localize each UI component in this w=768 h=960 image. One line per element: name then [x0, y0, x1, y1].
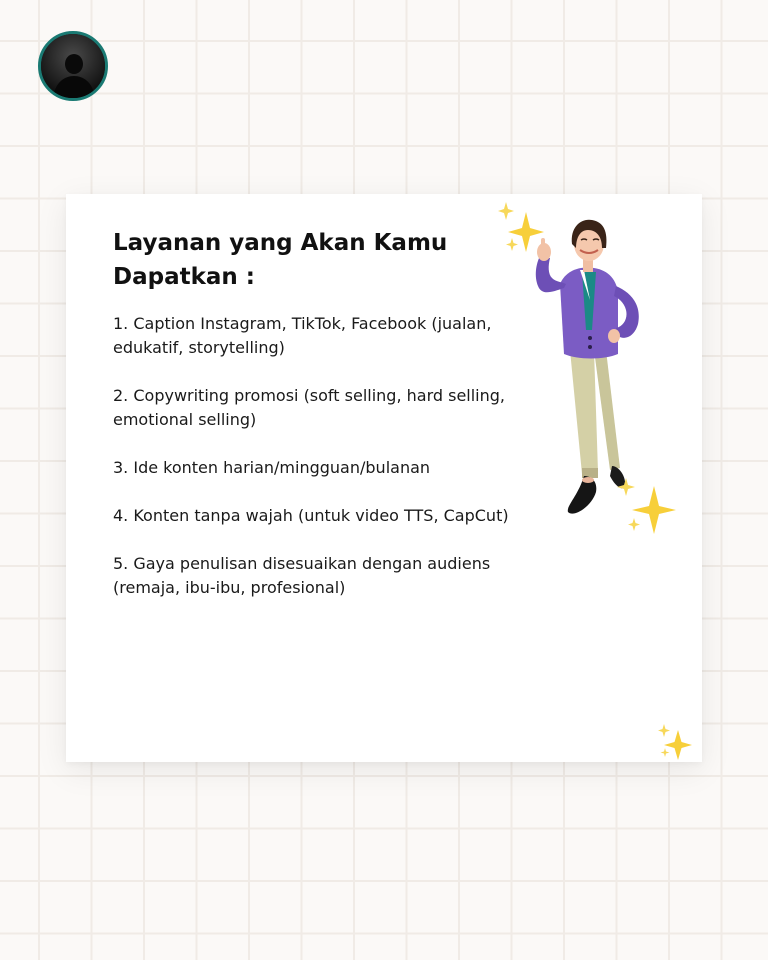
- service-item: 3. Ide konten harian/mingguan/bulanan: [113, 458, 431, 477]
- services-list: [113, 312, 513, 624]
- sparkle-icon: [617, 478, 676, 534]
- service-item: 1. Caption Instagram, TikTok, Facebook (jualan, edukatif, storytelling): [113, 314, 492, 357]
- avatar[interactable]: [38, 31, 108, 101]
- woman-in-purple-blazer-icon: [494, 200, 694, 540]
- service-item: 5. Gaya penulisan disesuaikan dengan audiens (remaja, ibu-ibu, profesional): [113, 554, 491, 597]
- sparkle-icon: [656, 722, 696, 762]
- service-item: 4. Konten tanpa wajah (untuk video TTS, CapCut): [113, 506, 509, 525]
- sparkle-icon: [498, 202, 544, 252]
- services-card: [66, 194, 702, 762]
- profile-photo-icon: [41, 34, 105, 98]
- service-item: 2. Copywriting promosi (soft selling, hard selling, emotional selling): [113, 386, 506, 429]
- card-title: Layanan yang Akan Kamu Dapatkan :: [113, 230, 448, 290]
